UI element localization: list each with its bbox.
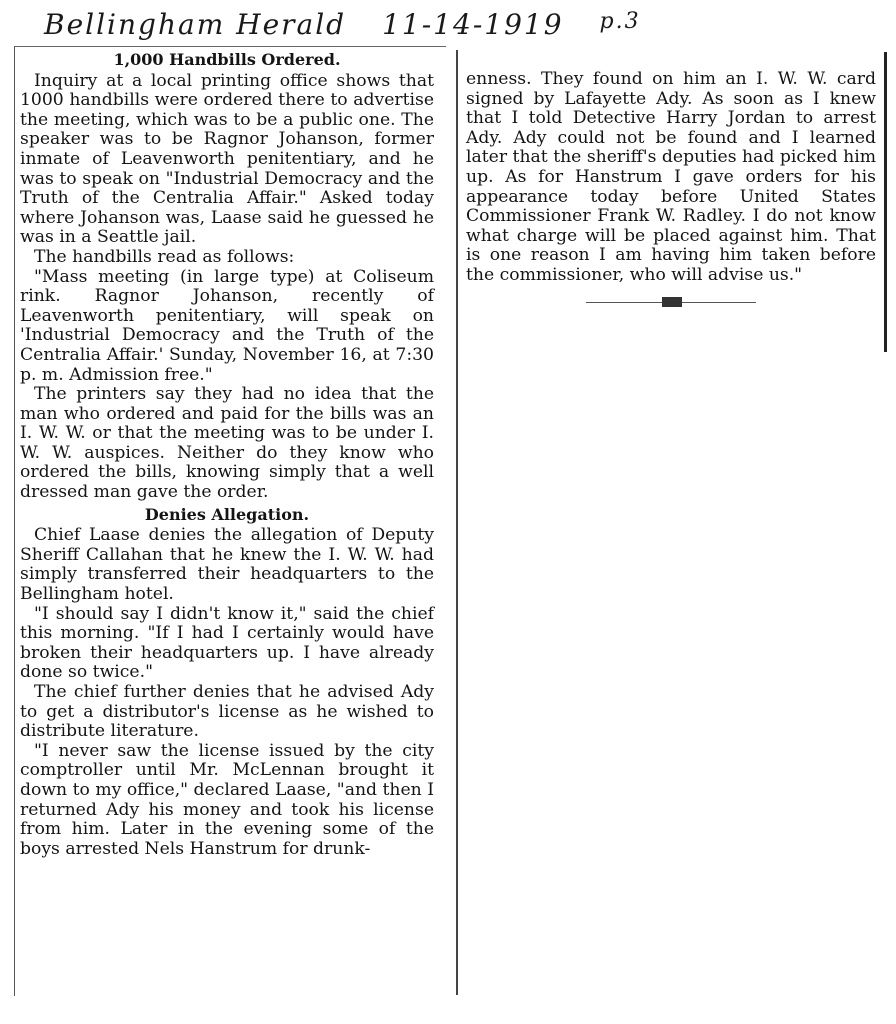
column-right-rule <box>884 52 887 352</box>
paragraph: The printers say they had no idea that the man who ordered and paid for the bills was an I. W. W. or that the meeting was to be under I. W. W. auspices. Neither do they know who ordered the bills, knowing simply that a well dressed man gave the order. <box>20 384 434 503</box>
end-of-article-rule <box>586 296 756 308</box>
article-column-2 <box>466 70 876 308</box>
handwritten-annotation <box>44 2 644 46</box>
column-left-rule <box>14 46 15 996</box>
paragraph: "I never saw the license issued by the city comptroller until Mr. McLennan brought it down to my office," declared Laase, "and then I returned Ady his money and took his license from him. Later in the evening some of the boys arrested Nels Hanstrum for drunk- <box>20 740 434 859</box>
column-divider-rule <box>456 50 458 995</box>
rule-ornament <box>662 297 682 307</box>
paragraph-continued: enness. They found on him an I. W. W. card signed by Lafayette Ady. As soon as I knew that I told Detective Harry Jordan to arrest Ady. Ady could not be found and I learned later that the sheriff's deputies had picked him up. As for Hanstrum I gave orders for his appearance today before United States Commissioner Frank W. Radley. I do not know what charge will be placed against him. That is one reason I am having him taken before the commissioner, who will advise us." <box>466 69 876 285</box>
annotation-date: 11-14-1919 <box>382 8 564 41</box>
paragraph: Inquiry at a local printing office shows that 1000 handbills were ordered there to advertise the meeting, which was to be a public one. The speaker was to be Ragnor Johanson, former inmate of Leavenworth penitentiary, and he was to speak on "Industrial Democracy and the Truth of the Centralia Affair." Asked today where Johanson was, Laase said he guessed he was in a Seattle jail. <box>20 70 434 248</box>
paragraph: The chief further denies that he advised Ady to get a distributor's license as he wished to distribute literature. <box>20 682 434 742</box>
paragraph: "I should say I didn't know it," said the chief this morning. "If I had I certainly would have broken their headquarters up. I have already done so twice." <box>20 603 434 683</box>
annotation-page: p.3 <box>599 9 641 34</box>
subheading-denies-allegation: Denies Allegation. <box>144 504 310 524</box>
subheading-handbills: 1,000 Handbills Ordered. <box>113 50 341 69</box>
article-column-1 <box>20 48 434 859</box>
paragraph: The handbills read as follows: <box>34 246 295 267</box>
paragraph-handbill-quote: "Mass meeting (in large type) at Coliseum rink. Ragnor Johanson, recently of Leavenworth penitentiary, will speak on 'Industrial Democracy and the Truth of the Centralia Affair.' Sunday, November 16, at 7:30 p. m. Admission free." <box>20 266 434 385</box>
paragraph: Chief Laase denies the allegation of Deputy Sheriff Callahan that he knew the I. W. W. had simply transferred their headquarters to the Bellingham hotel. <box>20 525 434 605</box>
column-top-rule <box>14 46 446 47</box>
annotation-publication: Bellingham Herald <box>44 8 347 41</box>
